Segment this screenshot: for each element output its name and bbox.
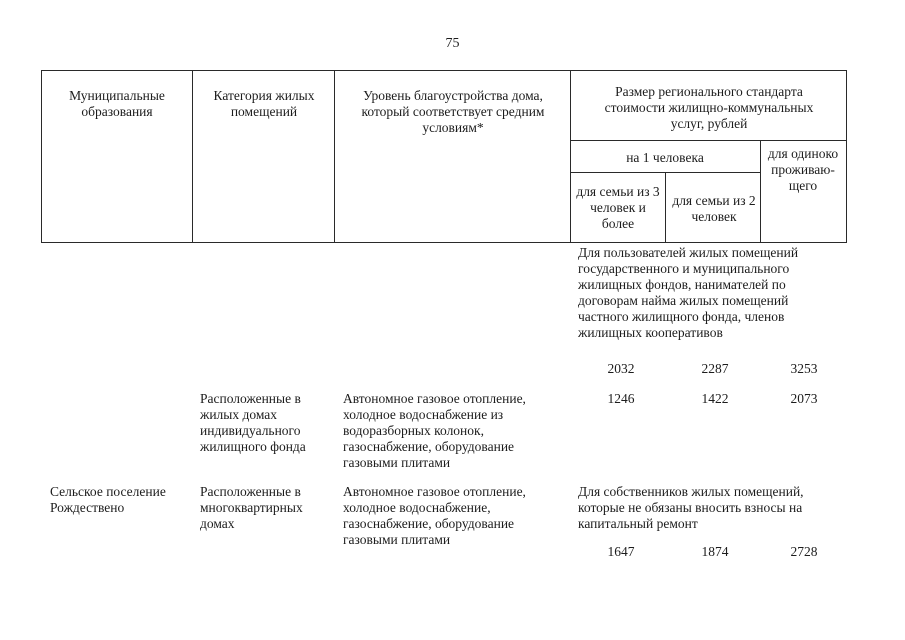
header-comfort-level: Уровень благоустройства дома, который соответствует средним условиям* [361,88,545,135]
row3-housing-category: Расположенные в многоквартирных домах [200,484,303,531]
table-border-right [846,70,847,243]
column-divider-2 [334,70,335,243]
header-per-person: на 1 человека [626,150,704,165]
group-note-tenants: Для пользователей жилых помещений государственного и муниципального жилищных фондов, нанимателей по договорам найма жилых помещений частного жилищного фонда, членов жилищных кооперативов [578,245,799,340]
column-divider-single [760,140,761,243]
header-housing-category: Категория жилых помещений [213,88,315,119]
row2-housing-category: Расположенные в жилых домах индивидуального жилищного фонда [200,391,306,454]
value-row2-family3: 1246 [607,391,635,406]
value-row1-family2: 2287 [701,361,729,376]
header-single-resident: для одиноко проживаю-щего [767,146,839,193]
header-municipality: Муниципальные образования [69,88,165,119]
value-row3-family3: 1647 [607,544,635,559]
row-divider-standard [570,140,847,141]
table-border-top [41,70,847,71]
table-border-bottom [41,242,847,243]
value-row1-single: 3253 [790,361,818,376]
column-divider-1 [192,70,193,243]
row3-municipality: Сельское поселение Рождествено [50,484,166,515]
value-row3-family2: 1874 [701,544,729,559]
page-number: 75 [445,36,460,51]
header-standard-size: Размер регионального стандарта стоимости жилищно-коммунальных услуг, рублей [604,84,814,131]
column-divider-3 [570,70,571,243]
table-border-left [41,70,42,243]
header-family-2: для семьи из 2 человек [672,193,756,224]
value-row2-single: 2073 [790,391,818,406]
value-row2-family2: 1422 [701,391,729,406]
value-row3-single: 2728 [790,544,818,559]
group-note-owners: Для собственников жилых помещений, которые не обязаны вносить взносы на капитальный ремонт [578,484,804,531]
header-family-3: для семьи из 3 человек и более [576,184,660,231]
row3-comfort-level: Автономное газовое отопление, холодное водоснабжение, газоснабжение, оборудование газовыми плитами [343,484,526,547]
column-divider-family [665,172,666,243]
row2-comfort-level: Автономное газовое отопление, холодное водоснабжение из водоразборных колонок, газоснабжение, оборудование газовыми плитами [343,391,526,470]
value-row1-family3: 2032 [607,361,635,376]
